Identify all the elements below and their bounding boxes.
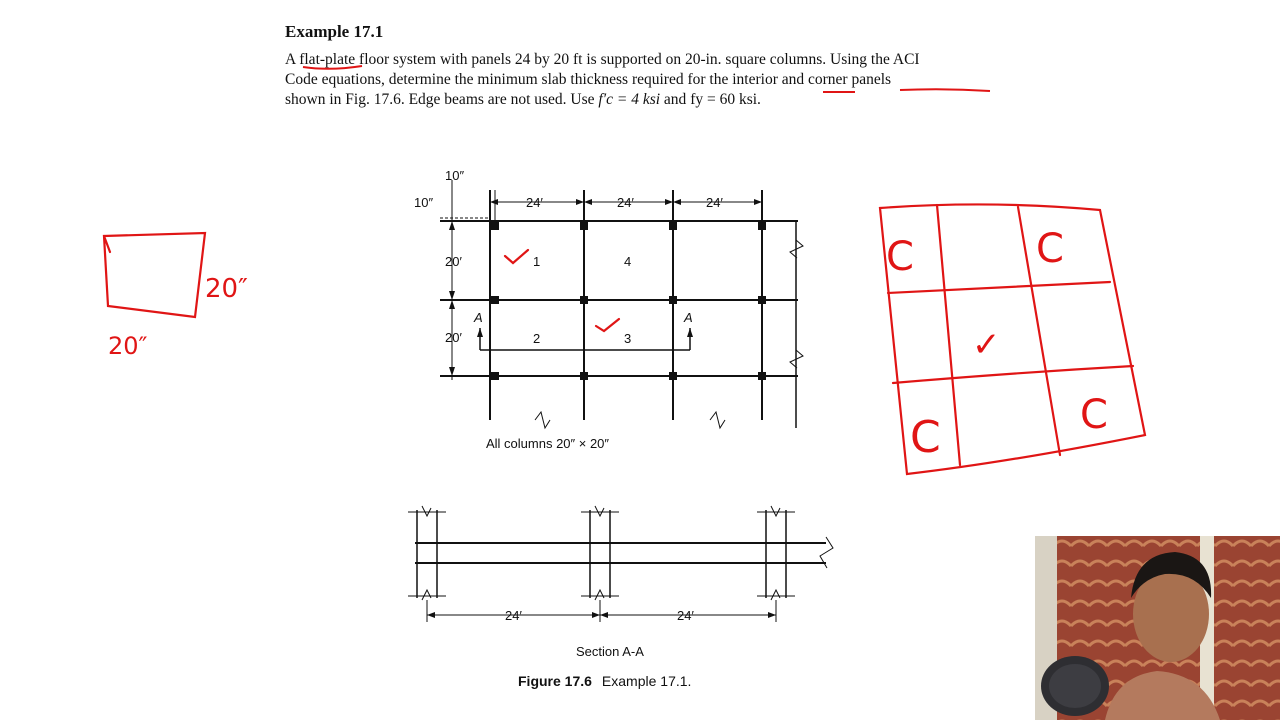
section-span-2: 24′ xyxy=(677,608,694,623)
fc-value: f′c = 4 ksi xyxy=(598,91,661,108)
problem-line-3: shown in Fig. 17.6. Edge beams are not used. Use f′c = 4 ksi and fy = 60 ksi. xyxy=(285,91,761,108)
section-title: Section A-A xyxy=(576,644,644,659)
example-title: Example 17.1 xyxy=(285,22,384,41)
flat-plate-term: flat-plate xyxy=(299,51,356,68)
grid-mark-center: ✓ xyxy=(972,325,1001,365)
dim-left-column: 10″ xyxy=(414,195,434,210)
interior-term: interior xyxy=(732,71,778,88)
section-mark-left: A xyxy=(474,310,483,325)
panel-label-1: 1 xyxy=(533,254,541,269)
problem-line-1: A flat-plate floor system with panels 24 by 20 ft is supported on 20-in. square columns. Using the ACI xyxy=(285,51,920,68)
span-label-2: 24′ xyxy=(617,195,634,210)
row-label-2: 20′ xyxy=(445,330,462,345)
sketch-label-a: 20″ xyxy=(205,274,248,304)
sketch-label-b: 20″ xyxy=(108,332,148,360)
checkmark-icon xyxy=(505,250,528,263)
problem-line-2: Code equations, determine the minimum slab thickness required for the interior and corner panels xyxy=(285,71,892,88)
grid-mark-tl: C xyxy=(886,234,914,280)
checkmark-icon xyxy=(596,319,619,331)
text-underlines xyxy=(303,66,990,92)
grid-mark-tr: C xyxy=(1036,226,1064,272)
section-view xyxy=(408,506,833,622)
grid-mark-br: C xyxy=(1080,392,1108,438)
span-label-1: 24′ xyxy=(526,195,543,210)
figure-caption-text: Example 17.1. xyxy=(601,673,692,689)
corner-panels-term: corner panels xyxy=(808,71,892,88)
figure-number: Figure 17.6 xyxy=(518,673,592,689)
column-sketch xyxy=(104,233,205,317)
webcam-overlay xyxy=(1035,536,1280,720)
section-mark-right: A xyxy=(684,310,693,325)
span-label-3: 24′ xyxy=(706,195,723,210)
panel-label-2: 2 xyxy=(533,331,541,346)
grid-mark-bl: C xyxy=(910,412,941,463)
panel-label-4: 4 xyxy=(624,254,632,269)
panel-label-3: 3 xyxy=(624,331,632,346)
dim-top-column: 10″ xyxy=(445,168,465,183)
columns-note: All columns 20″ × 20″ xyxy=(486,436,610,451)
fy-value: fy = 60 ksi. xyxy=(690,91,761,108)
figure-caption xyxy=(518,673,691,689)
row-label-1: 20′ xyxy=(445,254,462,269)
presenter-video xyxy=(1035,536,1280,720)
section-span-1: 24′ xyxy=(505,608,522,623)
